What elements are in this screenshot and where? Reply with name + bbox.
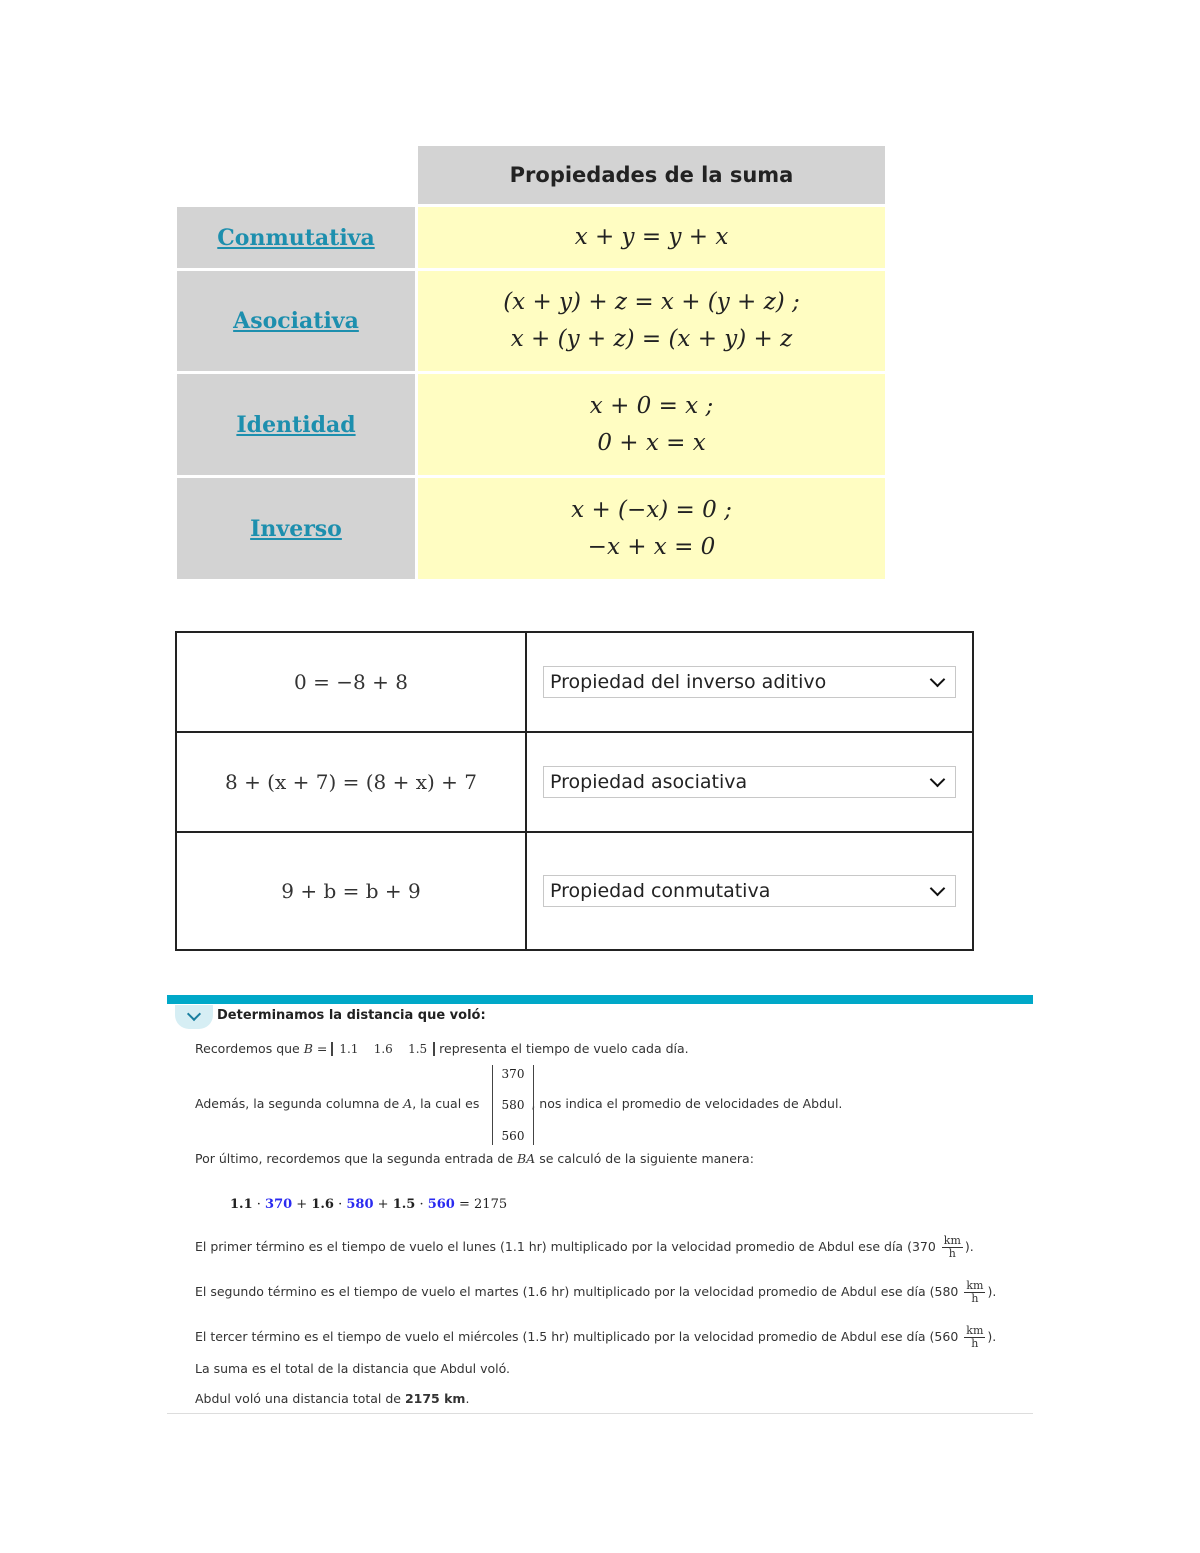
speed-value: 580	[346, 1197, 374, 1212]
collapse-toggle[interactable]	[175, 1005, 213, 1029]
text: .	[465, 1391, 470, 1406]
property-select[interactable]	[543, 666, 956, 698]
answer-cell	[526, 732, 973, 832]
text: Además, la segunda columna de	[195, 1096, 400, 1111]
chevron-down-icon	[930, 881, 946, 897]
matching-table	[175, 631, 974, 951]
link-identity[interactable]: Identidad	[236, 411, 356, 438]
header-blank-cell	[177, 146, 415, 204]
property-row-inverse	[177, 475, 415, 579]
text: Abdul voló una distancia total de	[195, 1391, 401, 1406]
solution-panel	[167, 995, 1033, 1414]
formula-line: 0 + x = x	[597, 429, 706, 456]
formula-inverse	[415, 475, 885, 579]
distance-formula: 1.1 · 370 + 1.6 · 580 + 1.5 · 560 = 2175	[230, 1197, 508, 1212]
variable: BA	[517, 1151, 536, 1166]
result-value: 2175	[474, 1197, 508, 1212]
text: El segundo término es el tiempo de vuelo el martes (1.6 hr) multiplicado por la velocidad promedio de Abdul ese día (580	[195, 1284, 959, 1299]
first-term-line	[195, 1235, 974, 1260]
recall-ba-line	[195, 1151, 754, 1166]
properties-table-title: Propiedades de la suma	[415, 146, 885, 204]
formula-commutative	[415, 204, 885, 268]
fraction-denominator: h	[948, 1247, 956, 1260]
fraction-numerator: km	[943, 1234, 961, 1247]
property-row-commutative	[177, 204, 415, 268]
matrix-entry: 560	[501, 1129, 525, 1143]
matrix-entry: 580	[501, 1098, 525, 1112]
answer-cell	[526, 832, 973, 950]
selected-option: Propiedad asociativa	[550, 771, 748, 793]
second-term-line	[195, 1280, 996, 1305]
third-term-line	[195, 1325, 996, 1350]
property-select[interactable]	[543, 766, 956, 798]
property-row-identity	[177, 371, 415, 475]
matrix-entry: 370	[501, 1067, 525, 1081]
unit-fraction	[942, 1235, 963, 1260]
speed-value: 370	[265, 1197, 293, 1212]
formula-line: −x + x = 0	[587, 533, 716, 560]
formula-line: x + (−x) = 0 ;	[571, 496, 732, 523]
text: Por último, recordemos que la segunda entrada de	[195, 1151, 514, 1166]
solution-title: Determinamos la distancia que voló:	[217, 1008, 486, 1023]
matrix-entry: 1.1	[339, 1042, 359, 1056]
fraction-denominator: h	[971, 1337, 979, 1350]
unit-fraction	[964, 1280, 985, 1305]
recall-b-line	[195, 1041, 689, 1056]
property-select[interactable]	[543, 875, 956, 907]
section-accent-bar	[167, 995, 1033, 1004]
formula-line: x + (y + z) = (x + y) + z	[510, 326, 793, 352]
link-inverse[interactable]: Inverso	[250, 515, 342, 542]
selected-option: Propiedad del inverso aditivo	[550, 671, 827, 693]
fraction-denominator: h	[971, 1292, 979, 1305]
matrix-entry: 1.5	[408, 1042, 428, 1056]
chevron-down-icon	[930, 672, 946, 688]
unit-fraction	[964, 1325, 985, 1350]
formula-associative	[415, 268, 885, 371]
expression-cell: 0 = −8 + 8	[176, 632, 526, 732]
expression-cell: 8 + (x + 7) = (8 + x) + 7	[176, 732, 526, 832]
time-value: 1.6	[311, 1197, 334, 1212]
properties-table	[177, 146, 885, 579]
text: ).	[964, 1239, 974, 1254]
text: representa el tiempo de vuelo cada día.	[439, 1041, 689, 1056]
property-row-associative	[177, 268, 415, 371]
formula-line: x + 0 = x ;	[589, 392, 714, 419]
time-value: 1.1	[230, 1197, 253, 1212]
expression-cell: 9 + b = b + 9	[176, 832, 526, 950]
text: , nos indica el promedio de velocidades de Abdul.	[531, 1096, 843, 1111]
formula-identity	[415, 371, 885, 475]
total-distance: 2175 km	[404, 1391, 466, 1406]
sum-line: La suma es el total de la distancia que Abdul voló.	[195, 1361, 511, 1376]
text: , la cual es	[412, 1096, 480, 1111]
fraction-numerator: km	[966, 1279, 984, 1292]
chevron-down-icon	[187, 1007, 201, 1021]
row-matrix	[331, 1042, 435, 1056]
link-associative[interactable]: Asociativa	[233, 308, 359, 334]
text: se calculó de la siguiente manera:	[539, 1151, 754, 1166]
formula-line: x + y = y + x	[574, 224, 729, 250]
answer-cell	[526, 632, 973, 732]
fraction-numerator: km	[966, 1324, 984, 1337]
formula-line: (x + y) + z = x + (y + z) ;	[503, 289, 800, 315]
link-commutative[interactable]: Conmutativa	[217, 224, 375, 251]
text: ).	[987, 1284, 997, 1299]
text: Recordemos que	[195, 1041, 300, 1056]
total-distance-line	[195, 1391, 469, 1406]
time-value: 1.5	[392, 1197, 416, 1212]
variable: A	[403, 1096, 413, 1111]
chevron-down-icon	[930, 772, 946, 788]
text: ).	[987, 1329, 997, 1344]
text: El tercer término es el tiempo de vuelo el miércoles (1.5 hr) multiplicado por la velocidad promedio de Abdul ese día (560	[195, 1329, 959, 1344]
selected-option: Propiedad conmutativa	[550, 880, 771, 902]
variable: B =	[303, 1041, 328, 1056]
text: El primer término es el tiempo de vuelo el lunes (1.1 hr) multiplicado por la velocidad promedio de Abdul ese día (370	[195, 1239, 936, 1254]
column-matrix	[492, 1065, 534, 1145]
speed-value: 560	[427, 1197, 455, 1212]
matrix-entry: 1.6	[373, 1042, 393, 1056]
